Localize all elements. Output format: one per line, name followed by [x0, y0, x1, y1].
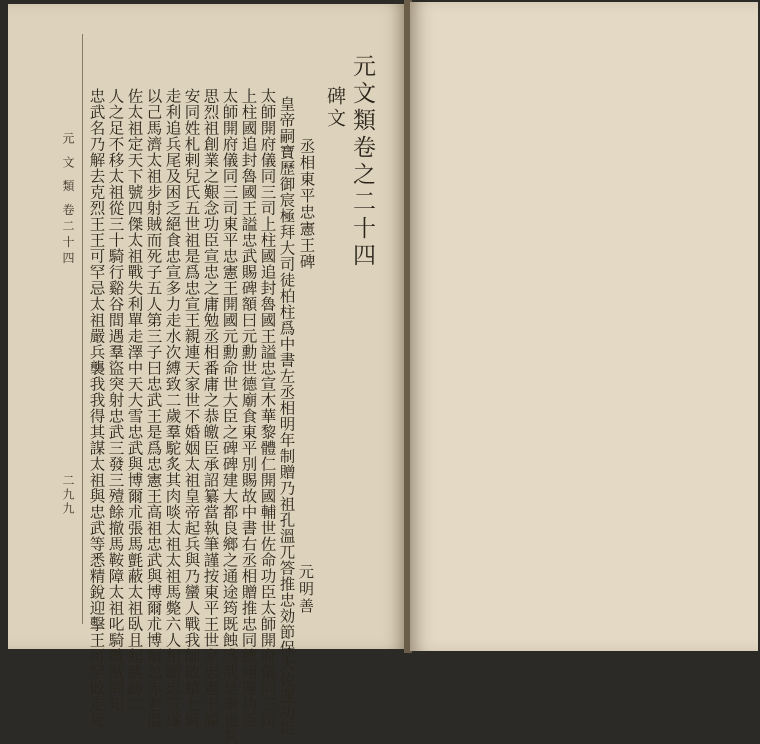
body-column-3: 上柱國追封魯國王謚忠武賜碑額曰元勳世德廟食東平別賜故中書右丞相贈推忠同德翊運功臣	[239, 88, 258, 728]
section-title: 碑文	[324, 86, 346, 130]
body-column-9: 佐太祖定天下號四傑太祖戰失利單走澤中天大雪忠武與博爾朮張馬氈蔽太祖臥且起跳跡二	[125, 88, 144, 712]
body-column-11: 忠武名乃解去克烈王王可罕忌太祖嚴兵襲我我得其謀太祖與忠武等悉精銳迎擊王可罕敗走死	[87, 88, 106, 728]
left-page	[8, 4, 406, 744]
page-number: 二九九	[61, 474, 75, 516]
body-column-10: 人之足不移太祖從三十騎行谿谷間遇羣盜突射忠武三發三殪餘撤馬鞍障太祖叱騎戰賊問知	[106, 88, 125, 712]
author-name: 元明善	[297, 564, 315, 615]
right-page-blank	[410, 2, 758, 651]
body-column-7: 走利追兵尾及困乏絕食忠宣多力走水次縛致二歲羣駝炙其肉啖太祖太祖馬斃六人相顧忠宣遂	[163, 88, 182, 728]
inscription-title: 丞相東平忠憲王碑	[297, 138, 316, 270]
margin-volume-label: 元 文 類 卷二十四	[61, 132, 75, 268]
body-column-5: 思烈祖創業之艱念功臣宣忠之庸勉丞相番庸之恭皦臣承詔纂當執筆謹按東平王世家忠憲王諱	[201, 88, 220, 728]
body-column-4: 太師開府儀同三司東平忠憲王開國元勳命世大臣之碑碑建大都良鄉之通途筠既蝕盛哉是舉也其	[220, 88, 239, 744]
body-column-2: 太師開府儀同三司上柱國追封魯國王謚忠宣木華黎體仁開國輔世佐命功臣太師開府儀同三司	[258, 88, 277, 728]
body-column-8: 以己馬濟太祖步射賊而死子五人第三子曰忠武王是爲忠憲王高祖忠武與博爾朮博爾忽赤老溫	[144, 88, 163, 728]
body-column-1: 皇帝嗣寶歷御宸極拜大司徒柏柱爲中書左丞相明年制贈乃祖孔溫兀答推忠効節保大佐運功臣	[277, 96, 296, 736]
body-column-6: 安同姓札剌兒氏五世祖是爲忠宣王親連天家世不婚姻太祖皇帝起兵與乃蠻人戰我師敗績七騎	[182, 88, 201, 728]
folio-rule	[82, 34, 83, 624]
volume-title: 元文類卷之二十四	[349, 54, 375, 270]
